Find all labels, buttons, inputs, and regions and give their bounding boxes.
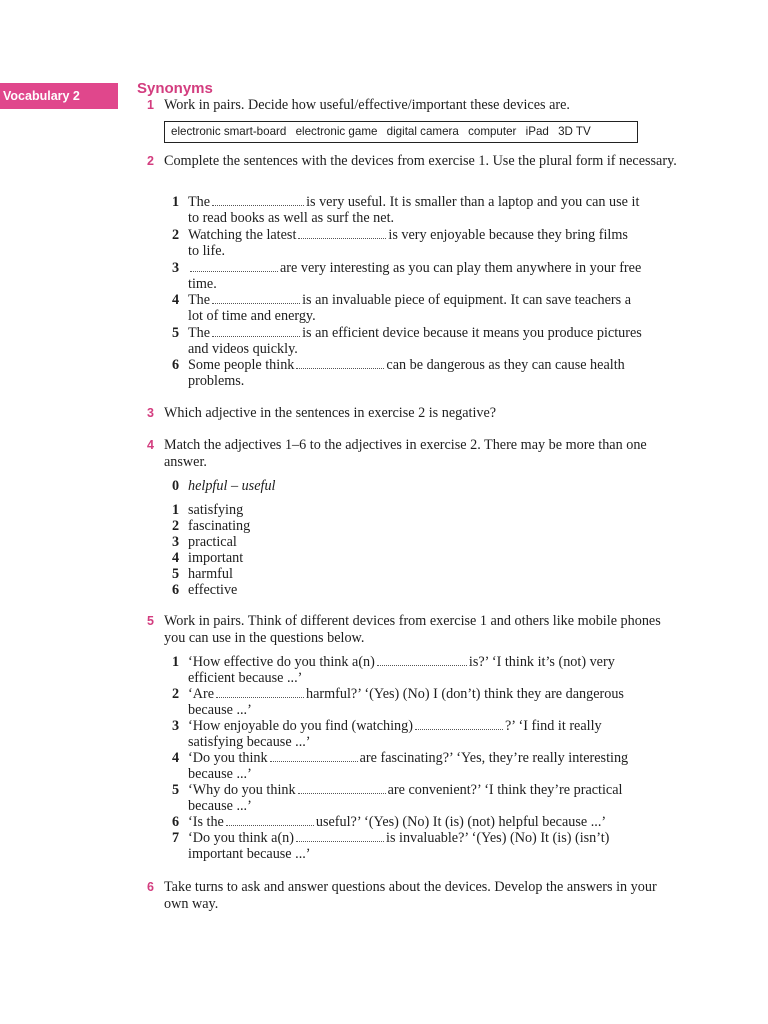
answer-blank[interactable] bbox=[377, 654, 467, 666]
exercise-number: 1 bbox=[147, 98, 154, 112]
section-tab: Vocabulary 2 bbox=[0, 83, 118, 109]
word-item: electronic game bbox=[295, 125, 378, 138]
question-end: is?’ ‘I think it’s (not) very bbox=[468, 654, 615, 670]
sentence-continuation: time. bbox=[188, 276, 217, 292]
question-end: are convenient?’ ‘I think they’re practical bbox=[387, 782, 623, 798]
item-number: 5 bbox=[172, 325, 180, 341]
answer-blank[interactable] bbox=[216, 686, 304, 698]
exercise-number: 4 bbox=[147, 438, 154, 452]
item-number: 4 bbox=[172, 750, 180, 766]
item-number: 1 bbox=[172, 654, 180, 670]
answer-blank[interactable] bbox=[226, 814, 314, 826]
item-number: 7 bbox=[172, 830, 180, 846]
question-end: harmful?’ ‘(Yes) (No) I (don’t) think they are dangerous bbox=[306, 686, 624, 702]
sentence-start: The bbox=[188, 292, 211, 308]
answer-blank[interactable] bbox=[212, 292, 300, 304]
adjective-text: satisfying bbox=[188, 502, 244, 518]
exercise-instruction: Match the adjectives 1–6 to the adjectives in exercise 2. There may be more than one answer. bbox=[164, 437, 647, 470]
adjective-text: effective bbox=[188, 582, 238, 598]
item-number: 2 bbox=[172, 227, 180, 243]
sentence-start: Watching the latest bbox=[188, 227, 297, 243]
question-end: are fascinating?’ ‘Yes, they’re really interesting bbox=[359, 750, 629, 766]
sentence-end: is an efficient device because it means you produce pictures bbox=[302, 325, 642, 341]
question-start: ‘Is the bbox=[188, 814, 224, 830]
sentence-start: The bbox=[188, 194, 211, 210]
answer-blank[interactable] bbox=[212, 325, 300, 337]
item-number: 4 bbox=[172, 550, 180, 566]
exercise-instruction: Which adjective in the sentences in exercise 2 is negative? bbox=[164, 405, 497, 421]
word-item: iPad bbox=[525, 125, 549, 138]
item-number: 5 bbox=[172, 566, 180, 582]
sentence-continuation: to read books as well as surf the net. bbox=[188, 210, 395, 226]
answer-blank[interactable] bbox=[296, 830, 384, 842]
item-number: 0 bbox=[172, 478, 180, 494]
exercise-number: 3 bbox=[147, 406, 154, 420]
question-continuation: because ...’ bbox=[188, 766, 252, 782]
item-number: 1 bbox=[172, 502, 180, 518]
answer-blank[interactable] bbox=[190, 260, 278, 272]
question-end: is invaluable?’ ‘(Yes) (No) It (is) (isn’t) bbox=[386, 830, 610, 846]
word-item: electronic smart-board bbox=[171, 125, 287, 138]
sentence-end: is an invaluable piece of equipment. It can save teachers a bbox=[302, 292, 631, 308]
answer-blank[interactable] bbox=[212, 194, 304, 206]
adjective-text: harmful bbox=[188, 566, 233, 582]
sentence-continuation: problems. bbox=[188, 373, 245, 389]
example-text: helpful – useful bbox=[188, 478, 276, 494]
exercise-number: 6 bbox=[147, 880, 154, 894]
item-number: 3 bbox=[172, 534, 180, 550]
item-number: 2 bbox=[172, 518, 180, 534]
item-number: 4 bbox=[172, 292, 180, 308]
item-number: 6 bbox=[172, 582, 180, 598]
sentence-end: are very interesting as you can play them anywhere in your free bbox=[280, 260, 642, 276]
item-number: 3 bbox=[172, 260, 180, 276]
adjective-text: fascinating bbox=[188, 518, 251, 534]
word-item: digital camera bbox=[386, 125, 459, 138]
word-item: 3D TV bbox=[558, 125, 591, 138]
question-continuation: satisfying because ...’ bbox=[188, 734, 311, 750]
question-start: ‘Are bbox=[188, 686, 214, 702]
item-number: 6 bbox=[172, 357, 180, 373]
exercise-instruction: Work in pairs. Decide how useful/effective/important these devices are. bbox=[164, 97, 570, 113]
answer-blank[interactable] bbox=[298, 782, 386, 794]
adjective-text: important bbox=[188, 550, 244, 566]
word-item: computer bbox=[468, 125, 517, 138]
question-start: ‘Do you think bbox=[188, 750, 268, 766]
answer-blank[interactable] bbox=[296, 357, 384, 369]
sentence-continuation: and videos quickly. bbox=[188, 341, 298, 357]
sentence-end: can be dangerous as they can cause health bbox=[386, 357, 625, 373]
exercise-number: 2 bbox=[147, 154, 154, 168]
question-end: ?’ ‘I find it really bbox=[504, 718, 602, 734]
adjective-text: practical bbox=[188, 534, 237, 550]
answer-blank[interactable] bbox=[270, 750, 358, 762]
answer-blank[interactable] bbox=[298, 227, 386, 239]
question-end: useful?’ ‘(Yes) (No) It (is) (not) helpful because ...’ bbox=[315, 814, 607, 830]
word-box bbox=[164, 121, 638, 143]
question-start: ‘Why do you think bbox=[188, 782, 296, 798]
question-start: ‘How enjoyable do you find (watching) bbox=[188, 718, 413, 734]
sentence-continuation: to life. bbox=[188, 243, 226, 259]
item-number: 3 bbox=[172, 718, 180, 734]
question-start: ‘Do you think a(n) bbox=[188, 830, 294, 846]
sentence-start: The bbox=[188, 325, 211, 341]
exercise-instruction: Complete the sentences with the devices from exercise 1. Use the plural form if necessary. bbox=[164, 153, 677, 169]
item-number: 2 bbox=[172, 686, 180, 702]
question-continuation: important because ...’ bbox=[188, 846, 311, 862]
exercise-instruction: Work in pairs. Think of different devices from exercise 1 and others like mobile phones you can use in the questions below. bbox=[164, 613, 661, 646]
sentence-end: is very useful. It is smaller than a laptop and you can use it bbox=[306, 194, 640, 210]
question-continuation: because ...’ bbox=[188, 798, 252, 814]
exercise-instruction: Take turns to ask and answer questions about the devices. Develop the answers in your own way. bbox=[164, 879, 657, 912]
sentence-start: Some people think bbox=[188, 357, 295, 373]
answer-blank[interactable] bbox=[415, 718, 503, 730]
section-title: Synonyms bbox=[137, 80, 213, 97]
question-continuation: because ...’ bbox=[188, 702, 252, 718]
item-number: 5 bbox=[172, 782, 180, 798]
question-start: ‘How effective do you think a(n) bbox=[188, 654, 375, 670]
sentence-continuation: lot of time and energy. bbox=[188, 308, 316, 324]
sentence-end: is very enjoyable because they bring films bbox=[388, 227, 628, 243]
exercise-number: 5 bbox=[147, 614, 154, 628]
item-number: 6 bbox=[172, 814, 180, 830]
question-continuation: efficient because ...’ bbox=[188, 670, 303, 686]
item-number: 1 bbox=[172, 194, 180, 210]
